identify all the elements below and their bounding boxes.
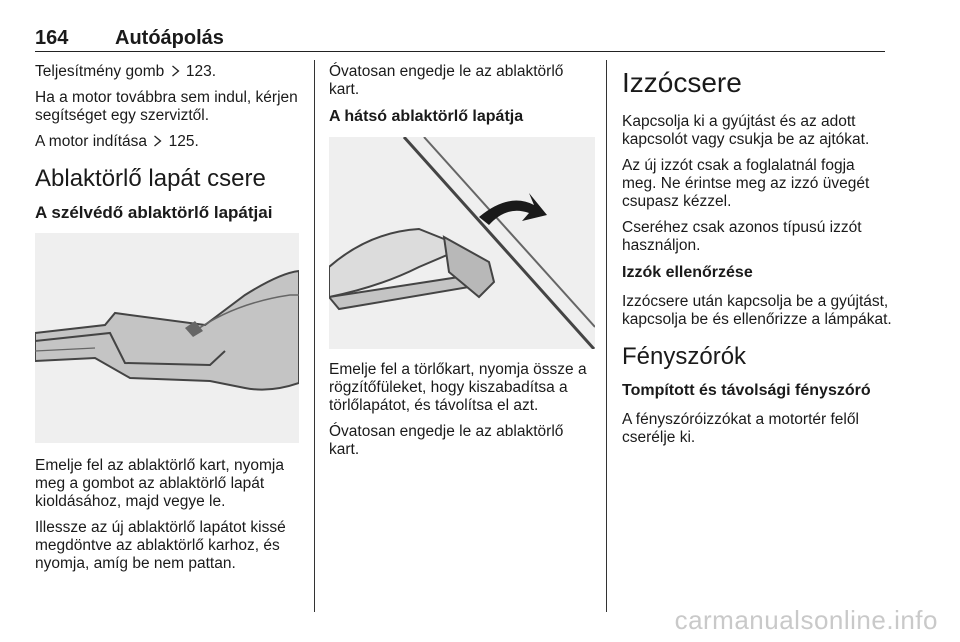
subsection-heading: A hátsó ablaktörlő lapátja bbox=[329, 108, 524, 125]
subsection-heading: Izzók ellenőrzése bbox=[622, 264, 753, 281]
rear-wiper-illustration bbox=[329, 137, 595, 349]
paragraph: Emelje fel a törlőkart, nyomja össze a rögzítőfüleket, hogy kiszabadítsa a törlőlapátot, és távolítsa el azt. bbox=[329, 361, 587, 414]
text: A motor indítása bbox=[35, 133, 148, 150]
paragraph bbox=[35, 63, 299, 81]
column-3 bbox=[622, 63, 892, 455]
paragraph: Kapcsolja ki a gyújtást és az adott kapcsolót vagy csukja be az ajtókat. bbox=[622, 113, 870, 148]
column-divider bbox=[606, 60, 607, 612]
section-heading: Ablaktörlő lapát csere bbox=[35, 165, 266, 192]
column-1 bbox=[35, 63, 299, 581]
paragraph: Óvatosan engedje le az ablaktörlő kart. bbox=[329, 63, 564, 98]
column-2 bbox=[329, 63, 595, 467]
page-number: 164 bbox=[35, 27, 69, 49]
section-heading: Fényszórók bbox=[622, 343, 747, 370]
paragraph: Ha a motor továbbra sem indul, kérjen segítséget egy szerviztől. bbox=[35, 89, 298, 124]
paragraph: Az új izzót csak a foglalatnál fogja meg. Ne érintse meg az izzó üvegét csupasz kézzel. bbox=[622, 157, 870, 210]
paragraph: Cseréhez csak azonos típusú izzót használjon. bbox=[622, 219, 862, 254]
paragraph: A fényszóróizzókat a motortér felől cserélje ki. bbox=[622, 411, 859, 446]
watermark-text: carmanualsonline.info bbox=[674, 605, 938, 635]
paragraph: Illessze az új ablaktörlő lapátot kissé megdöntve az ablaktörlő karhoz, és nyomja, amíg be nem pattan. bbox=[35, 519, 286, 572]
page-header bbox=[35, 27, 885, 52]
section-heading: Izzócsere bbox=[622, 67, 742, 98]
subsection-heading: Tompított és távolsági fényszóró bbox=[622, 382, 871, 399]
subsection-heading: A szélvédő ablaktörlő lapátjai bbox=[35, 203, 273, 222]
column-divider bbox=[314, 60, 315, 612]
paragraph: Emelje fel az ablaktörlő kart, nyomja meg a gombot az ablaktörlő lapát kioldásához, majd vegye le. bbox=[35, 457, 284, 510]
paragraph: Izzócsere után kapcsolja be a gyújtást, kapcsolja be és ellenőrizze a lámpákat. bbox=[622, 293, 892, 328]
page-reference-link[interactable]: 125. bbox=[168, 133, 199, 150]
page-reference-link[interactable]: 123. bbox=[185, 63, 217, 80]
paragraph bbox=[35, 133, 299, 151]
cross-reference-icon bbox=[171, 65, 180, 77]
page-title: Autóápolás bbox=[115, 27, 224, 49]
windshield-wiper-illustration bbox=[35, 233, 299, 443]
text: Teljesítmény gomb bbox=[35, 63, 165, 80]
cross-reference-icon bbox=[153, 135, 162, 147]
paragraph: Óvatosan engedje le az ablaktörlő kart. bbox=[329, 423, 564, 458]
